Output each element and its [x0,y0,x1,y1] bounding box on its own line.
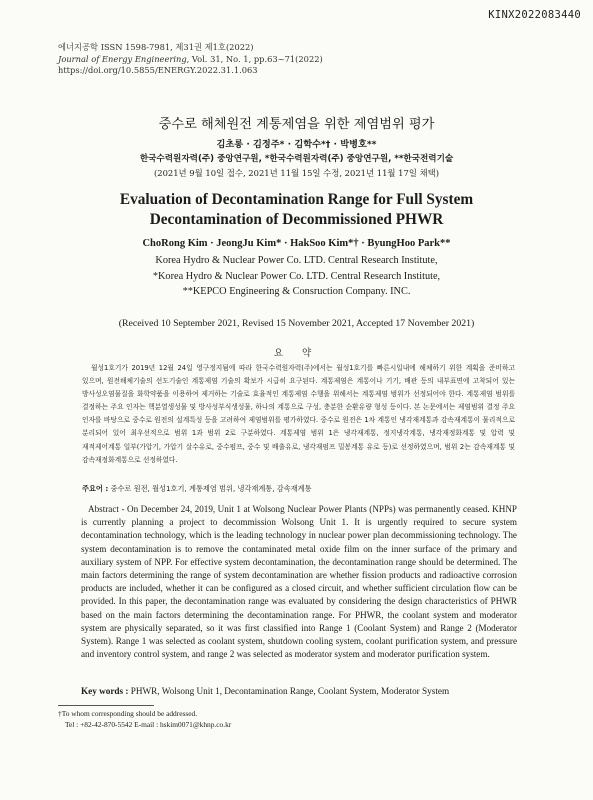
footnote [58,709,231,730]
title-korean: 중수로 해체원전 계통제염을 위한 제염범위 평가 [158,117,435,132]
footnote-correspondence: †To whom corresponding should be addressed. [58,709,198,718]
doi-link[interactable]: https://doi.org/10.5855/ENERGY.2022.31.1.063 [58,65,258,75]
authors-english: ChoRong Kim · JeongJu Kim* · HakSoo Kim*† · ByungHoo Park** [142,238,451,249]
dates-korean: (2021년 9월 10일 접수, 2021년 11월 15일 수정, 2021년 11월 17일 채택) [153,168,440,178]
title-english-line1: Evaluation of Decontamination Range for Full System [119,191,474,208]
document-id-stamp: KINX2022083440 [488,9,581,21]
journal-issn-line: 에너지공학 ISSN 1598-7981, 제31권 제1호(2022) [58,42,254,52]
abstract-korean-heading: 요 약 [273,348,320,359]
keywords-english-list: PHWR, Wolsong Unit 1, Decontamination Range, Coolant System, Moderator System [130,686,450,696]
abstract-korean: 월성1호기가 2019년 12월 24일 영구정지됨에 따라 한국수력원자력(주)에서는 월성1호기를 빠른시일내에 해체하기 위한 계획을 준비하고 있으며, 원전해체기술의 선도기술인 계통제염 기술의 확보가 시급히 요구된다. 계통제염은 계통이나 기기, 배관 등의 내부표면에 고착되어 있는 방사성오염물질을 화학약품을 이용하여 제거하는 기술로 효율적인 계통제염 수행을 위해서는 계통제염 범위가 선정되어야 한다. 계통제염 범위를 결정하는 주요 인자는 핵분열생성물 및 방사성부식생성물, 하나의 계통으로 구성, 충분한 순환유량 형성 등이다. 본 논문에서는 제염범위 결정 주요 인자를 바탕으로 중수로 원전의 설계특성 등을 고려하여 제염범위를 평가하였다. 중수로 원전은 1차 계통인 냉각재계통과 감속재계통이 물리적으로 분리되어 있어 최우선적으로 범위 1과 범위 2로 구분하였다. 계통제염 범위 1은 냉각재계통, 정지냉각계통, 냉각재정화계통 및 압력 및 재적제어계통 일부(가압기, 가압기 살수유로, 중수펌프, 중수 및 배출유로, 냉각재펌프 밀봉계통 유로 등)로 선정하였으며, 범위 2는 감속재계통 및 감속재정화계통으로 선정하였다. [82,364,515,464]
journal-header [58,42,323,77]
received-dates-english: (Received 10 September 2021, Revised 15 November 2021, Accepted 17 November 2021) [118,318,475,329]
affiliation-line: Korea Hydro & Nuclear Power Co. LTD. Central Research Institute, [155,255,438,266]
keywords-korean [82,484,312,494]
affiliations-english [0,253,593,300]
abstract-english: Abstract - On December 24, 2019, Unit 1 at Wolsong Nuclear Power Plants (NPPs) was permanently ceased. KHNP is currently planning a project to decommission Wolsong Unit 1. It is urgently required to secure system decontamination technology, which is the leading technology in nuclear power plan decommissioning technology. The system decontamination is to remove the contaminated metal oxide film on the inner surface of the primary and auxiliary system of NPP. For effective system decontamination, the decontamination range should be determined. The main factors determining the range of system decontamination are whether fission products and radioactive corrosion products are included, whether it can be configured as a closed circuit, and whether sufficient circulation flow can be provided. In this paper, the decontamination range was evaluated by considering the design characteristics of PHWR based on the main factors determining the decontamination range. For PHWR, the coolant system and moderator system are physically separated, so it was first classified into Range 1 (Coolant System) and Range 2 (Moderator System). Range 1 was selected as coolant system, shutdown cooling system, coolant purification system, and pressure and inventory control system, and range 2 was selected as moderator system and moderator purification system. [81,504,517,660]
affiliation-line: **KEPCO Engineering & Consruction Company. INC. [182,286,411,297]
journal-volume: , Vol. 31, No. 1, pp.63~71(2022) [186,53,323,64]
journal-name: Journal of Energy Engineering [58,53,187,64]
affiliation-line: *Korea Hydro & Nuclear Power Co. LTD. Central Research Institute, [152,270,441,282]
keywords-english [81,686,449,696]
footnote-contact: Tel : +82-42-870-5542 E-mail : hskim0071@khnp.co.kr [65,719,232,729]
keywords-english-label: Key words : [81,686,129,696]
keywords-korean-list: 중수로 원전, 월성1호기, 계통제염 범위, 냉각재계통, 감속재계통 [110,484,312,493]
affiliations-korean: 한국수력원자력(주) 중앙연구원, *한국수력원자력(주) 중앙연구원, **한국전력기술 [139,154,454,164]
journal-citation-line [58,54,323,66]
keywords-korean-label: 주요어 : [82,484,109,493]
authors-korean: 김초롱 · 김정주* · 김학수*† · 박병호** [216,139,377,150]
title-english-line2: Decontamination of Decommissioned PHWR [149,211,444,228]
title-english [0,190,593,230]
footnote-divider [58,705,154,706]
